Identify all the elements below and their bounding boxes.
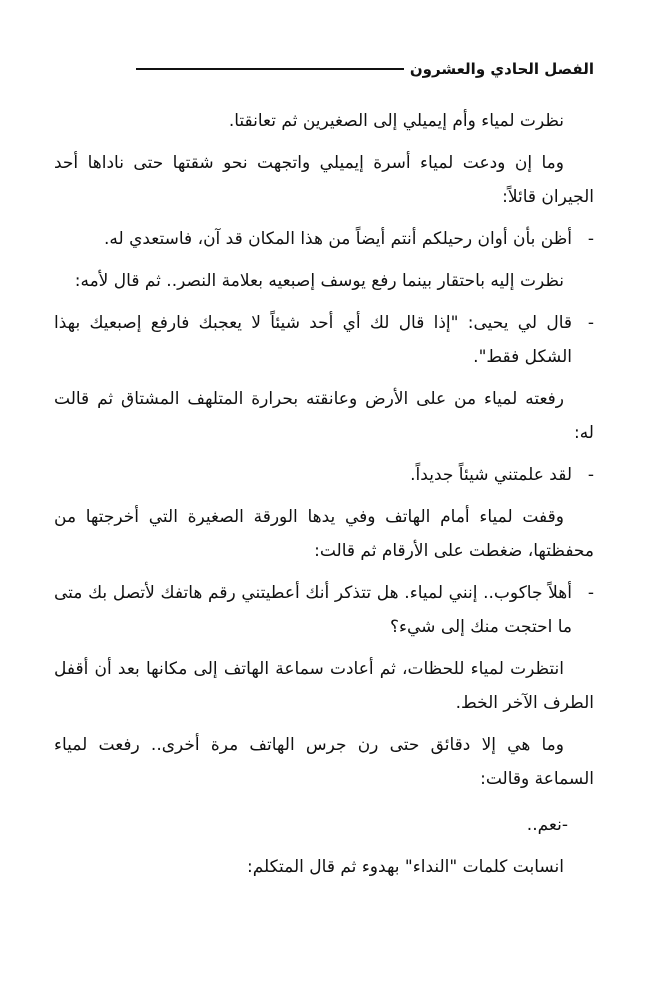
narration-paragraph: وما هي إلا دقائق حتى رن جرس الهاتف مرة أخرى.. رفعت لمياء السماعة وقالت:	[54, 735, 594, 789]
dialogue-dash: -	[587, 465, 594, 485]
narration-paragraph: نظرت لمياء وأم إيميلي إلى الصغيرين ثم تعانقتا.	[228, 111, 564, 131]
dialogue-paragraph	[54, 458, 594, 492]
narration-paragraph: نظرت إليه باحتقار بينما رفع يوسف إصبعيه بعلامة النصر.. ثم قال لأمه:	[74, 271, 564, 291]
page-body	[54, 104, 594, 892]
chapter-title: الفصل الحادي والعشرون	[409, 60, 594, 78]
dialogue-paragraph	[54, 576, 594, 644]
dialogue-text: نعم..	[526, 815, 562, 835]
dialogue-dash: -	[561, 815, 568, 835]
dialogue-text: قال لي يحيى: "إذا قال لك أي أحد شيئاً لا يعجبك فارفع إصبعيك بهذا الشكل فقط".	[54, 313, 572, 367]
narration-paragraph: وقفت لمياء أمام الهاتف وفي يدها الورقة الصغيرة التي أخرجتها من محفظتها، ضغطت على الأرقام ثم قالت:	[54, 507, 594, 561]
dialogue-text: أهلاً جاكوب.. إنني لمياء. هل تتذكر أنك أعطيتني رقم هاتفك لأتصل بك متى ما احتجت منك إلى شيء؟	[54, 583, 572, 637]
dialogue-dash: -	[587, 229, 594, 249]
dialogue-paragraph	[54, 306, 594, 374]
dialogue-text: أظن بأن أوان رحيلكم أنتم أيضاً من هذا المكان قد آن، فاستعدي له.	[103, 229, 572, 249]
dialogue-dash: -	[587, 583, 594, 603]
dialogue-paragraph	[54, 222, 594, 256]
narration-paragraph: انتظرت لمياء للحظات، ثم أعادت سماعة الهاتف إلى مكانها بعد أن أقفل الطرف الآخر الخط.	[54, 659, 594, 713]
narration-paragraph: رفعته لمياء من على الأرض وعانقته بحرارة المتلهف المشتاق ثم قالت له:	[54, 389, 594, 443]
chapter-header	[136, 52, 594, 86]
dialogue-paragraph	[54, 808, 594, 842]
dialogue-dash: -	[587, 313, 594, 333]
narration-paragraph: وما إن ودعت لمياء أسرة إيميلي واتجهت نحو شقتها حتى ناداها أحد الجيران قائلاً:	[54, 153, 594, 207]
dialogue-text: لقد علمتني شيئاً جديداً.	[410, 465, 572, 485]
header-rule	[136, 68, 404, 70]
narration-paragraph: انسابت كلمات "النداء" بهدوء ثم قال المتكلم:	[246, 857, 564, 877]
